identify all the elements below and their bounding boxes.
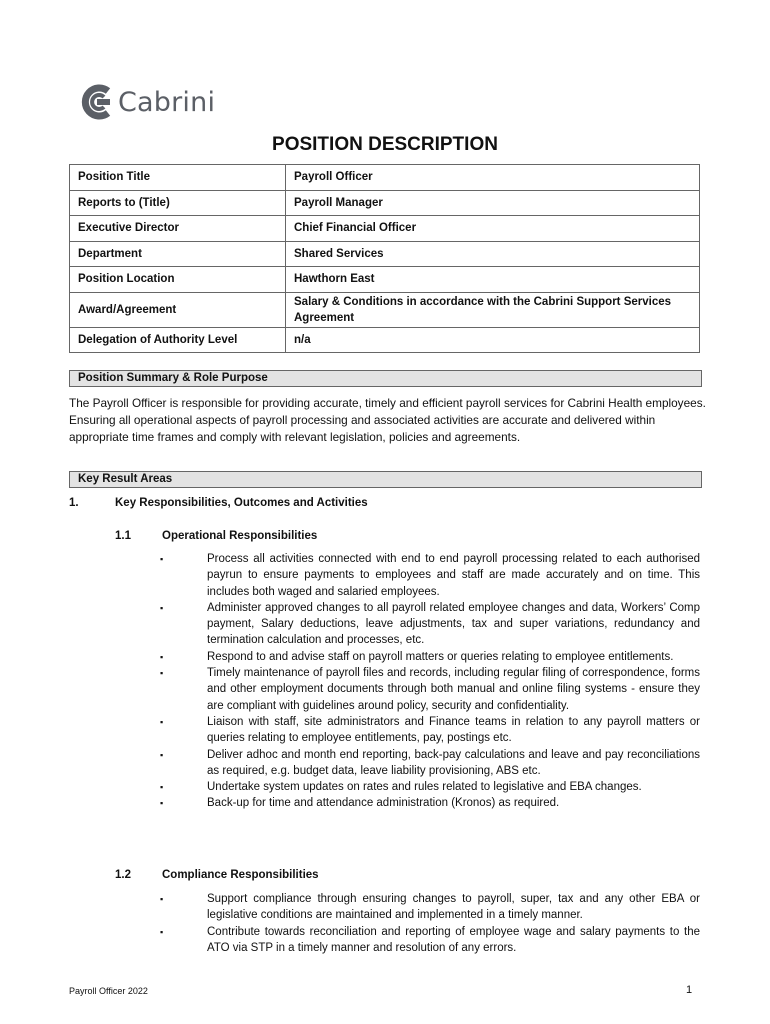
bullet-icon: ▪: [160, 926, 164, 937]
section-title: Key Responsibilities, Outcomes and Activities: [115, 497, 368, 509]
row-label: Executive Director: [70, 216, 286, 242]
bullet-icon: ▪: [160, 749, 164, 760]
section-number: 1.: [69, 497, 79, 509]
bullet-icon: ▪: [160, 554, 164, 564]
footer-document-name: Payroll Officer 2022: [69, 986, 148, 996]
list-item: [160, 924, 700, 957]
bullet-icon: ▪: [160, 668, 164, 679]
table-row: [70, 190, 700, 216]
position-info-table: [69, 164, 700, 353]
table-row: [70, 267, 700, 293]
table-row: [70, 327, 700, 353]
bullet-text: Back-up for time and attendance administration (Kronos) as required.: [207, 797, 560, 810]
logo-text: Cabrini: [118, 86, 216, 118]
cabrini-c-logo-icon: [78, 84, 116, 120]
bullet-text: Liaison with staff, site administrators and Finance teams in relation to any payroll matters or queries relating to employee entitlements, pay, postings etc.: [207, 715, 700, 745]
bullet-text: Process all activities connected with end to end payroll processing related to each authorised payrun to ensure payments to employees and staff are made accurately and on time. This includes both waged and salaried employees.: [207, 553, 700, 598]
operational-bullet-list: [160, 551, 700, 812]
list-item: [160, 600, 700, 649]
subsection-title: Compliance Responsibilities: [162, 869, 319, 881]
table-row: [70, 216, 700, 242]
bullet-text: Timely maintenance of payroll files and records, including regular filing of correspondence, forms and other employment documents through both manual and online filing systems - ensure they are compliant with guidelines around policy, security and confidentiality.: [207, 667, 700, 712]
row-label: Position Title: [70, 165, 286, 191]
list-item: [160, 551, 700, 600]
row-label: Award/Agreement: [70, 292, 286, 327]
compliance-bullet-list: [160, 891, 700, 956]
subsection-number: 1.2: [115, 869, 131, 881]
bullet-icon: ▪: [160, 782, 164, 793]
list-item: [160, 795, 700, 811]
list-item: [160, 747, 700, 780]
list-item: [160, 665, 700, 714]
list-item: [160, 714, 700, 747]
bullet-text: Administer approved changes to all payroll related employee changes and data, Workers’ Comp payment, Salary deductions, leave adjustments, tax and super variations, redundancy and termination calculation and processes, etc.: [207, 601, 700, 647]
row-value: Hawthorn East: [286, 267, 700, 293]
summary-text: The Payroll Officer is responsible for providing accurate, timely and efficient payroll services for Cabrini Health employees. Ensuring all operational aspects of payroll processing and associated activities are accurate and delivered within appropriate time frames and comply with relevant legislation, policies and agreements.: [69, 396, 706, 444]
bullet-text: Deliver adhoc and month end reporting, back-pay calculations and leave and pay reconciliations as required, e.g. budget data, leave liability provisioning, ABS etc.: [207, 748, 700, 777]
bullet-text: Contribute towards reconciliation and reporting of employee wage and salary payments to the ATO via STP in a timely manner and resolution of any errors.: [207, 925, 700, 954]
row-label: Department: [70, 241, 286, 267]
row-value: Chief Financial Officer: [286, 216, 700, 242]
kra-heading: Key Result Areas: [69, 471, 702, 488]
summary-heading: Position Summary & Role Purpose: [69, 370, 702, 387]
bullet-text: Undertake system updates on rates and rules related to legislative and EBA changes.: [207, 781, 642, 794]
row-value: Payroll Officer: [286, 165, 700, 191]
table-row: [70, 292, 700, 327]
bullet-icon: ▪: [160, 716, 164, 727]
bullet-text: Support compliance through ensuring changes to payroll, super, tax and any other EBA or legislative conditions are maintained and implemented in a timely manner.: [207, 893, 700, 922]
list-item: [160, 649, 700, 665]
row-value: Shared Services: [286, 241, 700, 267]
subsection-title: Operational Responsibilities: [162, 530, 318, 542]
footer-page-number: 1: [686, 984, 693, 996]
bullet-text: Respond to and advise staff on payroll matters or queries relating to employee entitlements.: [207, 650, 674, 663]
row-label: Delegation of Authority Level: [70, 327, 286, 353]
bullet-icon: ▪: [160, 651, 164, 662]
row-value: Payroll Manager: [286, 190, 700, 216]
list-item: [160, 891, 700, 924]
subsection-number: 1.1: [115, 530, 131, 542]
table-row: [70, 165, 700, 191]
cabrini-logo: [78, 84, 215, 120]
bullet-icon: ▪: [160, 798, 164, 809]
list-item: [160, 779, 700, 795]
bullet-icon: ▪: [160, 602, 164, 613]
table-row: [70, 241, 700, 267]
row-label: Reports to (Title): [70, 190, 286, 216]
bullet-icon: ▪: [160, 894, 164, 904]
row-value: n/a: [286, 327, 700, 353]
document-title: POSITION DESCRIPTION: [272, 134, 498, 155]
row-label: Position Location: [70, 267, 286, 293]
row-value: Salary & Conditions in accordance with the Cabrini Support Services Agreement: [286, 292, 700, 327]
